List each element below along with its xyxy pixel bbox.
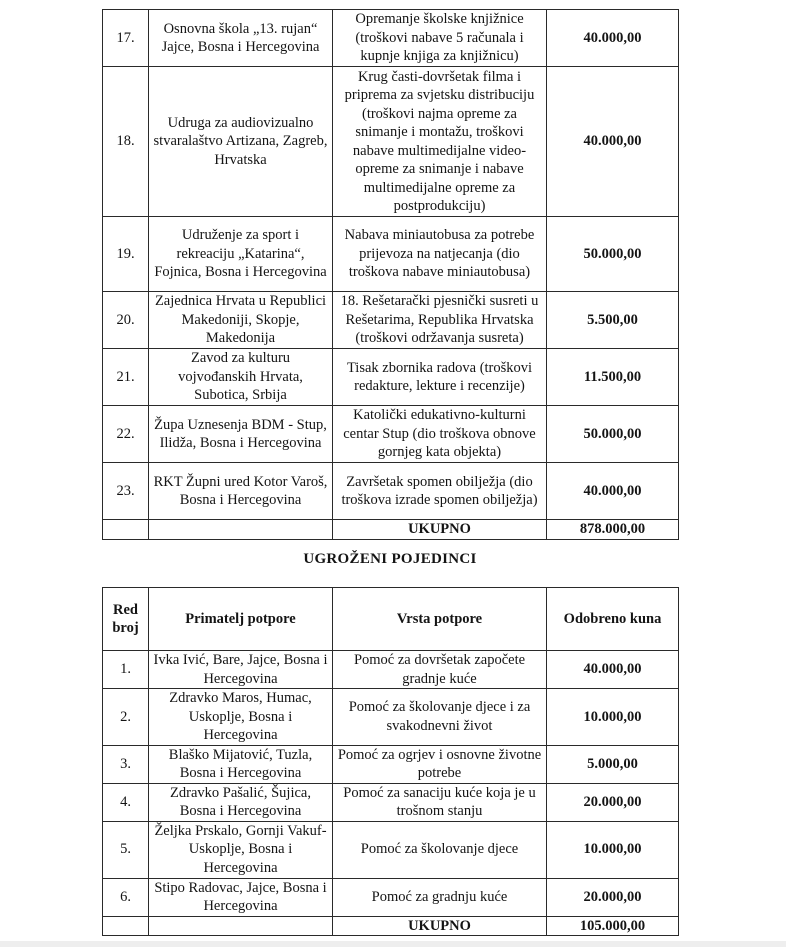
empty-cell bbox=[103, 916, 149, 936]
purpose-cell: Tisak zbornika radova (troškovi redakture, lekture i recenzije) bbox=[333, 349, 547, 406]
recipient-cell: Zdravko Maros, Humac, Uskoplje, Bosna i Hercegovina bbox=[149, 689, 333, 746]
amount-cell: 5.500,00 bbox=[547, 292, 679, 349]
header-row bbox=[103, 588, 679, 651]
row-number: 20. bbox=[103, 292, 149, 349]
row-number: 23. bbox=[103, 463, 149, 520]
amount-cell: 40.000,00 bbox=[547, 651, 679, 689]
header-number: Red broj bbox=[103, 588, 149, 651]
total-amount: 105.000,00 bbox=[547, 916, 679, 936]
recipient-cell: Zavod za kulturu vojvođanskih Hrvata, Subotica, Srbija bbox=[149, 349, 333, 406]
purpose-cell: Katolički edukativno-kulturni centar Stup (dio troškova obnove gornjeg kata objekta) bbox=[333, 406, 547, 463]
row-number: 19. bbox=[103, 217, 149, 292]
header-recipient: Primatelj potpore bbox=[149, 588, 333, 651]
recipient-cell: Zajednica Hrvata u Republici Makedoniji, Skopje, Makedonija bbox=[149, 292, 333, 349]
table-row bbox=[103, 10, 679, 67]
recipient-cell: Stipo Radovac, Jajce, Bosna i Hercegovina bbox=[149, 878, 333, 916]
row-number: 5. bbox=[103, 821, 149, 878]
row-number: 17. bbox=[103, 10, 149, 67]
amount-cell: 10.000,00 bbox=[547, 821, 679, 878]
table-row bbox=[103, 821, 679, 878]
purpose-cell: Opremanje školske knjižnice (troškovi nabave 5 računala i kupnje knjiga za knjižnicu) bbox=[333, 10, 547, 67]
purpose-cell: 18. Rešetarački pjesnički susreti u Rešetarima, Republika Hrvatska (troškovi održavanja susreta) bbox=[333, 292, 547, 349]
header-amount: Odobreno kuna bbox=[547, 588, 679, 651]
purpose-cell: Pomoć za gradnju kuće bbox=[333, 878, 547, 916]
purpose-cell: Pomoć za školovanje djece bbox=[333, 821, 547, 878]
total-row bbox=[103, 916, 679, 936]
total-amount: 878.000,00 bbox=[547, 520, 679, 540]
total-label: UKUPNO bbox=[333, 520, 547, 540]
grants-table-individuals bbox=[102, 587, 679, 936]
table-row bbox=[103, 651, 679, 689]
purpose-cell: Pomoć za školovanje djece i za svakodnevni život bbox=[333, 689, 547, 746]
page-bottom-edge bbox=[0, 941, 786, 947]
table-row bbox=[103, 689, 679, 746]
table-row bbox=[103, 217, 679, 292]
table-row bbox=[103, 745, 679, 783]
table-row bbox=[103, 406, 679, 463]
amount-cell: 40.000,00 bbox=[547, 67, 679, 217]
amount-cell: 40.000,00 bbox=[547, 463, 679, 520]
purpose-cell: Pomoć za dovršetak započete gradnje kuće bbox=[333, 651, 547, 689]
purpose-cell: Pomoć za ogrjev i osnovne životne potrebe bbox=[333, 745, 547, 783]
row-number: 6. bbox=[103, 878, 149, 916]
recipient-cell: Ivka Ivić, Bare, Jajce, Bosna i Hercegovina bbox=[149, 651, 333, 689]
header-purpose: Vrsta potpore bbox=[333, 588, 547, 651]
recipient-cell: Osnovna škola „13. rujan“ Jajce, Bosna i Hercegovina bbox=[149, 10, 333, 67]
row-number: 18. bbox=[103, 67, 149, 217]
table-row bbox=[103, 463, 679, 520]
table-row bbox=[103, 292, 679, 349]
amount-cell: 20.000,00 bbox=[547, 783, 679, 821]
recipient-cell: RKT Župni ured Kotor Varoš, Bosna i Hercegovina bbox=[149, 463, 333, 520]
amount-cell: 20.000,00 bbox=[547, 878, 679, 916]
purpose-cell: Pomoć za sanaciju kuće koja je u trošnom stanju bbox=[333, 783, 547, 821]
amount-cell: 11.500,00 bbox=[547, 349, 679, 406]
grants-table-organizations bbox=[102, 9, 679, 540]
empty-cell bbox=[149, 916, 333, 936]
row-number: 21. bbox=[103, 349, 149, 406]
purpose-cell: Nabava miniautobusa za potrebe prijevoza na natjecanja (dio troškova nabave miniautobusa) bbox=[333, 217, 547, 292]
row-number: 3. bbox=[103, 745, 149, 783]
amount-cell: 10.000,00 bbox=[547, 689, 679, 746]
row-number: 2. bbox=[103, 689, 149, 746]
amount-cell: 40.000,00 bbox=[547, 10, 679, 67]
section-title: UGROŽENI POJEDINCI bbox=[303, 551, 477, 567]
row-number: 4. bbox=[103, 783, 149, 821]
total-label: UKUPNO bbox=[333, 916, 547, 936]
amount-cell: 50.000,00 bbox=[547, 406, 679, 463]
recipient-cell: Udruženje za sport i rekreaciju „Katarina“, Fojnica, Bosna i Hercegovina bbox=[149, 217, 333, 292]
purpose-cell: Završetak spomen obilježja (dio troškova izrade spomen obilježja) bbox=[333, 463, 547, 520]
empty-cell bbox=[149, 520, 333, 540]
amount-cell: 5.000,00 bbox=[547, 745, 679, 783]
table-row bbox=[103, 67, 679, 217]
row-number: 22. bbox=[103, 406, 149, 463]
row-number: 1. bbox=[103, 651, 149, 689]
recipient-cell: Blaško Mijatović, Tuzla, Bosna i Hercegovina bbox=[149, 745, 333, 783]
total-row bbox=[103, 520, 679, 540]
table-row bbox=[103, 783, 679, 821]
table-row bbox=[103, 349, 679, 406]
table-row bbox=[103, 878, 679, 916]
recipient-cell: Zdravko Pašalić, Šujica, Bosna i Hercegovina bbox=[149, 783, 333, 821]
purpose-cell: Krug časti-dovršetak filma i priprema za svjetsku distribuciju (troškovi najma opreme za snimanje i montažu, troškovi nabave multimedijalne video-opreme za snimanje i nabave multimedijalne opreme za postprodukciju) bbox=[333, 67, 547, 217]
recipient-cell: Željka Prskalo, Gornji Vakuf-Uskoplje, Bosna i Hercegovina bbox=[149, 821, 333, 878]
amount-cell: 50.000,00 bbox=[547, 217, 679, 292]
recipient-cell: Župa Uznesenja BDM - Stup, Ilidža, Bosna i Hercegovina bbox=[149, 406, 333, 463]
recipient-cell: Udruga za audiovizualno stvaralaštvo Artizana, Zagreb, Hrvatska bbox=[149, 67, 333, 217]
empty-cell bbox=[103, 520, 149, 540]
